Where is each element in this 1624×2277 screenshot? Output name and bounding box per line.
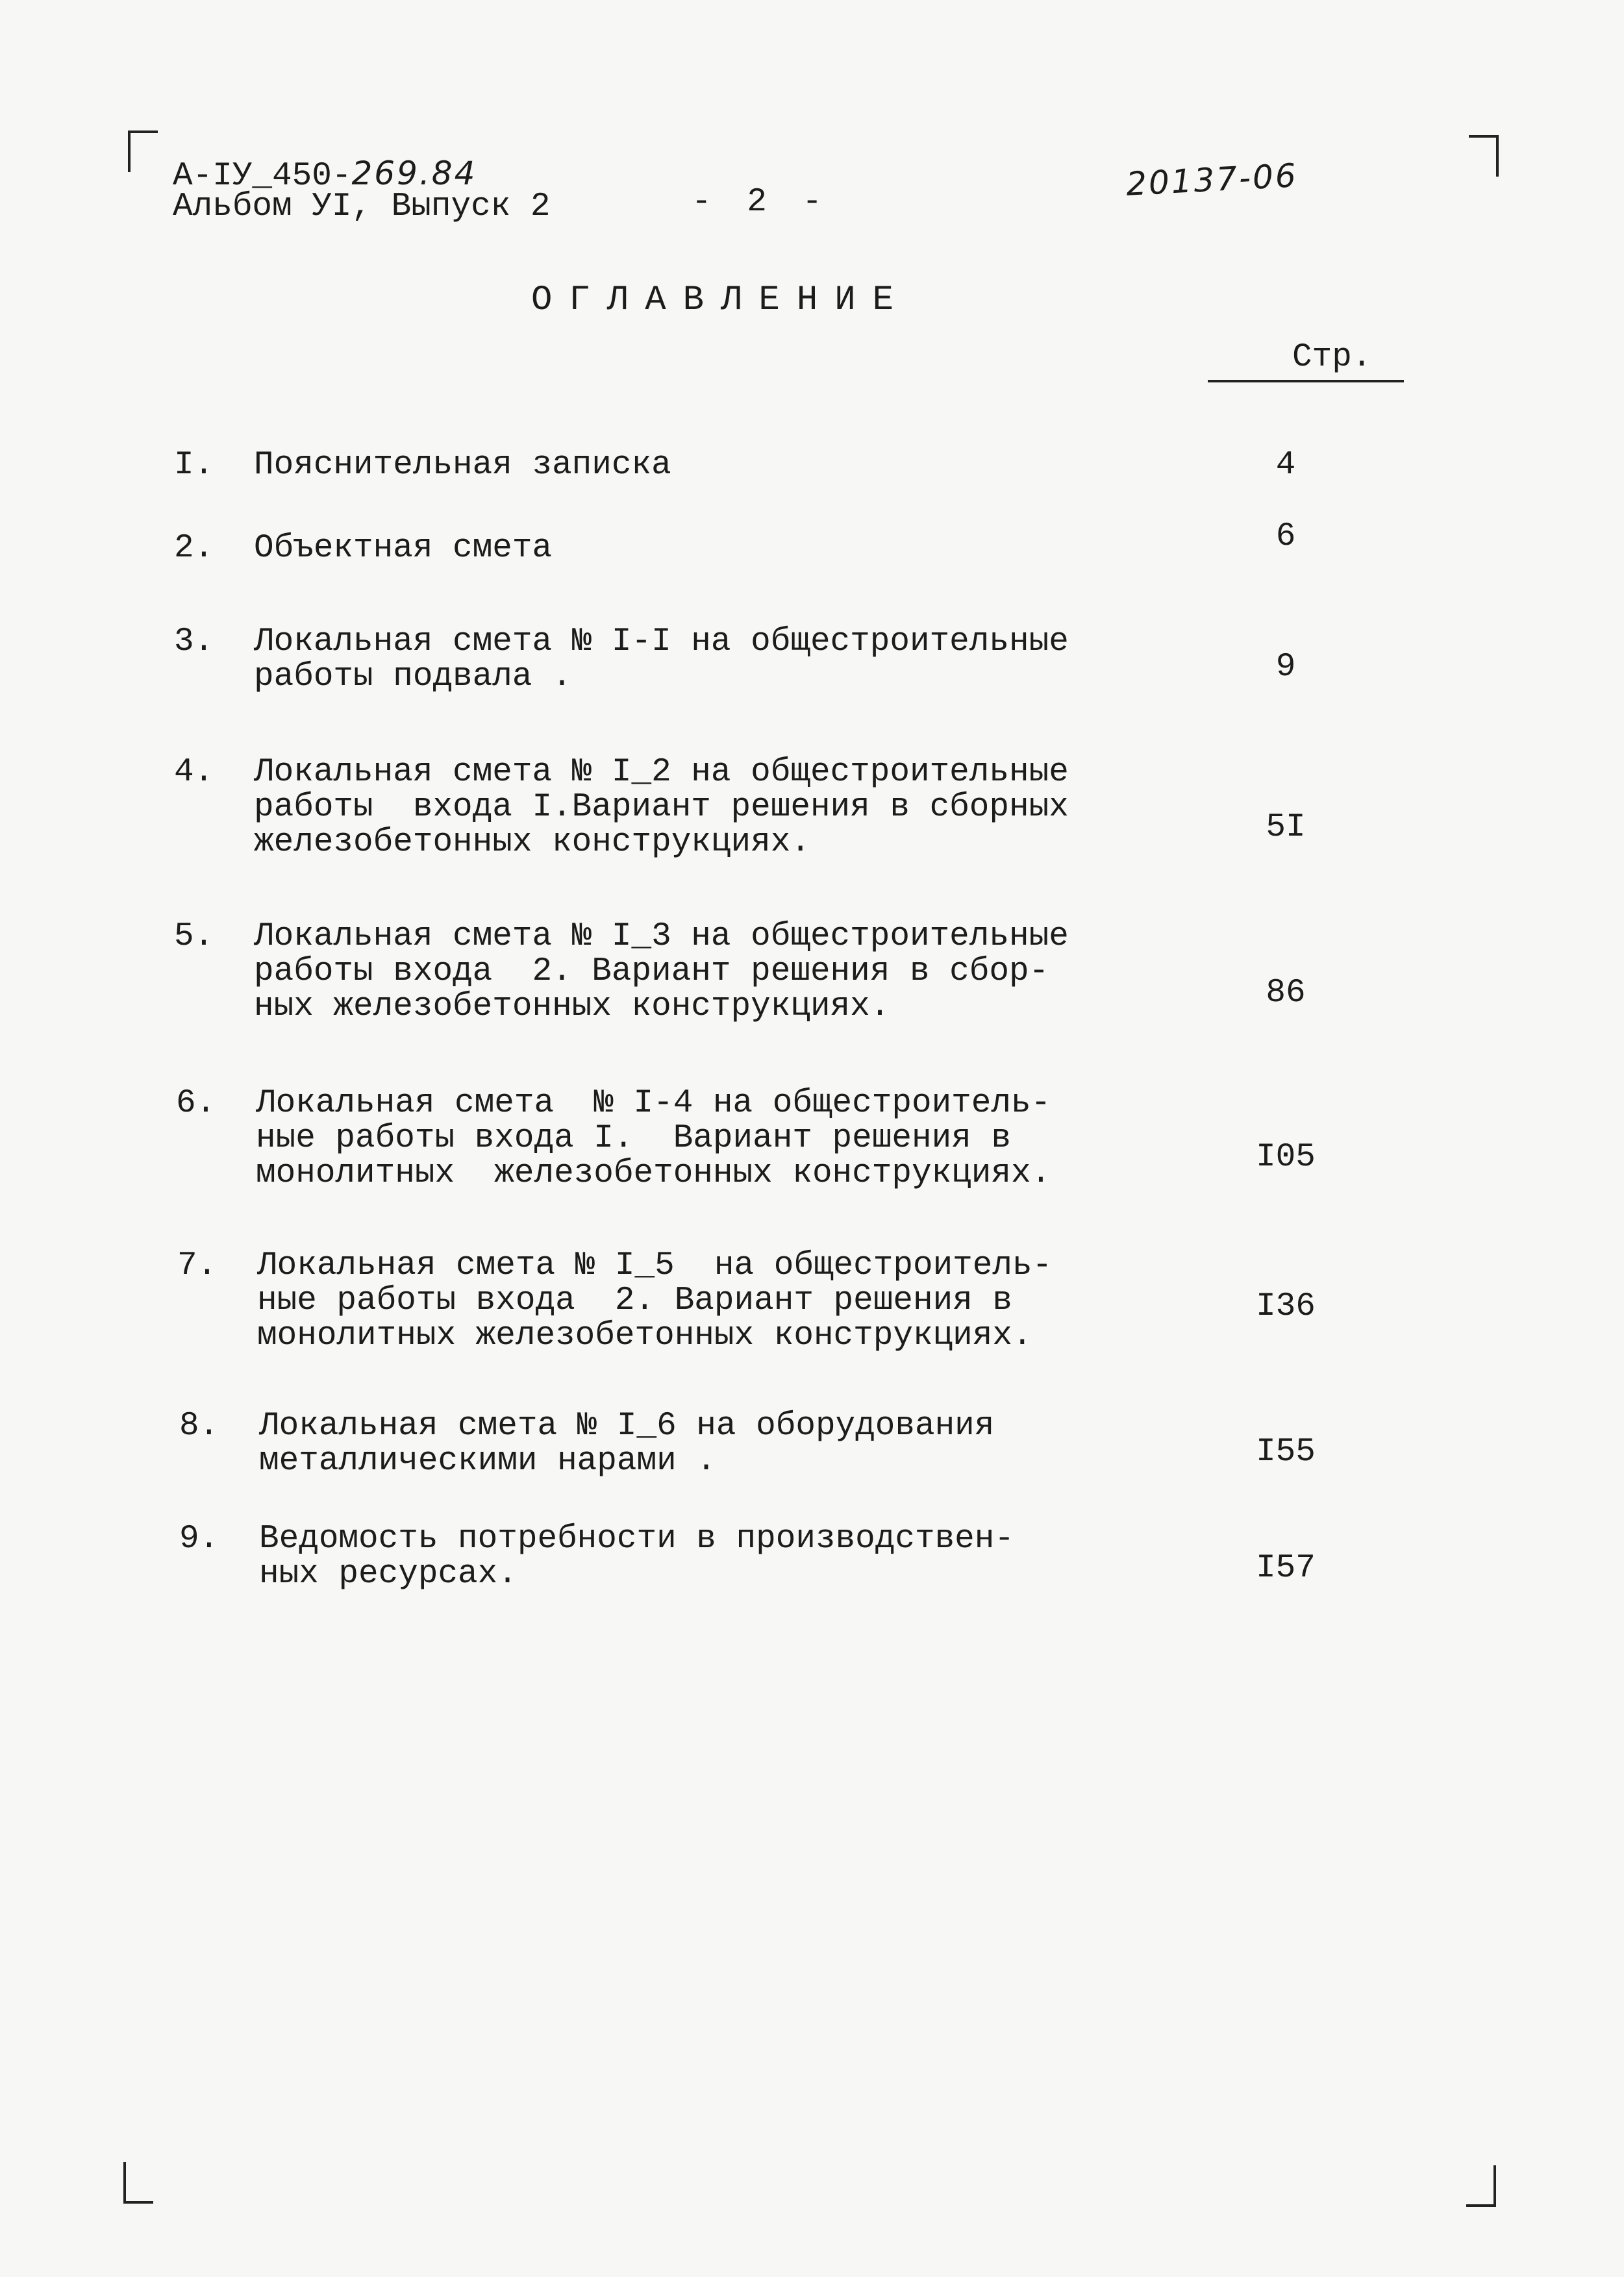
toc-item-text-line: Локальная смета № I_5 на общестроитель- [257,1247,1053,1284]
toc-item-text-line: работы входа I.Вариант решения в сборных [254,789,1069,826]
toc-item-text-line: работы подвала . [254,658,572,695]
toc-item-text-line: ных железобетонных конструкциях. [254,988,890,1025]
toc-item-text-line: Локальная смета № I_6 на оборудования [259,1408,995,1445]
page-number: - 2 - [692,184,831,221]
toc-item-text-line: работы входа 2. Вариант решения в сбор- [254,953,1049,990]
toc-item-page: I55 [1256,1434,1316,1471]
page-column-header [1208,340,1404,375]
toc-item-number: 4. [174,754,214,791]
toc-item-number: 5. [174,918,214,955]
corner-mark-bottom-right [1466,2165,1496,2207]
toc-item-text-line: Пояснительная записка [254,447,671,484]
toc-item-page: 5I [1266,809,1306,846]
corner-mark-top-right [1469,135,1499,177]
toc-item-page: I36 [1256,1288,1316,1325]
toc-item-text-line: ные работы входа 2. Вариант решения в [257,1282,1012,1319]
archive-number: 20137-06 [1125,156,1299,203]
album-line: Альбом УI, Выпуск 2 [173,188,551,225]
toc-item-page: 86 [1266,975,1306,1012]
toc-item-text-line: железобетонных конструкциях. [254,824,810,861]
toc-item-text-line: ные работы входа I. Вариант решения в [256,1120,1011,1157]
toc-item-page: 9 [1275,649,1296,686]
toc-item-text-line: ных ресурсах. [259,1556,518,1593]
toc-item-text-line: металлическими нарами . [259,1443,716,1480]
toc-item-text-line: монолитных железобетонных конструкциях. [257,1317,1032,1354]
document-code-handwritten: 269.84 [351,155,477,192]
toc-item-number: 6. [176,1085,216,1122]
toc-item-number: 9. [179,1521,219,1558]
toc-item-number: I. [174,447,214,484]
toc-item-text-line: Локальная смета № I-I на общестроительные [254,623,1069,660]
toc-item-text-line: Объектная смета [254,530,553,567]
page-title: ОГЛАВЛЕНИЕ [531,280,911,320]
toc-item-text-line: Локальная смета № I_2 на общестроительные [254,754,1069,791]
toc-item-page: 6 [1275,518,1296,555]
toc-item-number: 7. [177,1247,218,1284]
page-column-label: Стр. [1208,339,1404,382]
toc-item-page: I57 [1256,1550,1316,1587]
toc-item-number: 3. [174,623,214,660]
document-code-typed: А-IУ_450- [173,158,352,195]
toc-item-number: 8. [179,1408,219,1445]
toc-item-text-line: Локальная смета № I_3 на общестроительные [254,918,1069,955]
toc-item-page: I05 [1256,1139,1316,1176]
toc-item-text-line: Локальная смета № I-4 на общестроитель- [256,1085,1051,1122]
corner-mark-top-left [128,131,158,172]
toc-item-page: 4 [1275,447,1296,484]
corner-mark-bottom-left [123,2162,153,2204]
toc-item-number: 2. [174,530,214,567]
toc-item-text-line: Ведомость потребности в производствен- [259,1521,1014,1558]
toc-item-text-line: монолитных железобетонных конструкциях. [256,1155,1051,1192]
